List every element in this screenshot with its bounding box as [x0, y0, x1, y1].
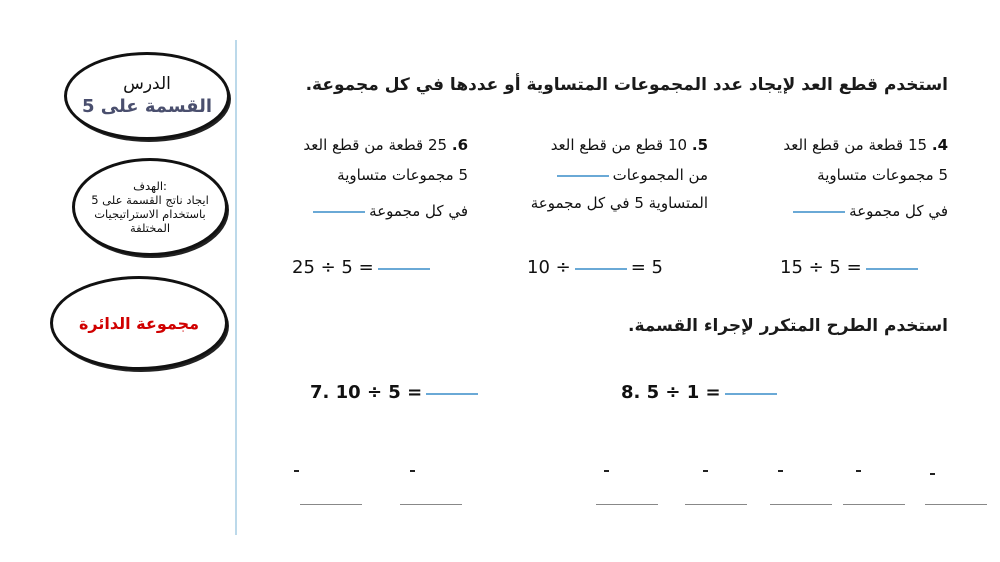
goal-label: الهدف: — [133, 179, 167, 193]
group-name: مجموعة الدائرة — [78, 313, 200, 333]
problem-6-line3 — [248, 202, 468, 220]
work-line[interactable] — [685, 503, 747, 505]
equation-5-right: = 5 — [630, 257, 663, 278]
section2-instruction: استخدم الطرح المتكرر لإجراء القسمة. — [628, 316, 948, 336]
problem-6-line1 — [248, 136, 468, 154]
problem-5-line1 — [488, 136, 708, 154]
vertical-divider — [235, 40, 237, 535]
equation-6-left: 25 ÷ 5 = — [292, 257, 374, 278]
work-line[interactable] — [400, 503, 462, 505]
problem-6-number: 6. — [451, 136, 468, 154]
problem-4-line1 — [728, 136, 948, 154]
work-line[interactable] — [300, 503, 362, 505]
work-line[interactable] — [843, 503, 905, 505]
minus-mark — [930, 473, 935, 475]
problem-5-line2 — [488, 166, 708, 184]
work-line[interactable] — [770, 503, 832, 505]
lesson-oval — [64, 52, 230, 140]
problem-6-text1: 25 قطعة من قطع العد — [303, 136, 448, 154]
problem-4-number: 4. — [931, 136, 948, 154]
equation-4 — [780, 257, 922, 278]
problem-5 — [488, 136, 708, 212]
problem-5-number: 5. — [691, 136, 708, 154]
goal-oval — [72, 158, 228, 256]
problem-4-line2: 5 مجموعات متساوية — [817, 166, 948, 184]
problem-6 — [248, 136, 468, 220]
problem-7-text: 7. 10 ÷ 5 = — [310, 382, 423, 403]
problem-4-line3 — [728, 202, 948, 220]
problem-7 — [310, 382, 482, 403]
goal-text: ايجاد ناتج القسمة على 5 باستخدام الاستراتيجيات المختلفة — [91, 193, 209, 235]
minus-mark — [410, 470, 415, 472]
problem-5-line3: المتساوية 5 في كل مجموعة — [530, 194, 708, 212]
answer-blank[interactable] — [378, 267, 430, 270]
lesson-title: القسمة على 5 — [81, 96, 213, 117]
answer-blank[interactable] — [426, 392, 478, 395]
lesson-label: الدرس — [123, 74, 171, 94]
answer-blank[interactable] — [725, 392, 777, 395]
answer-blank[interactable] — [793, 210, 845, 213]
problem-4-text1: 15 قطعة من قطع العد — [783, 136, 928, 154]
answer-blank[interactable] — [575, 267, 627, 270]
equation-6 — [292, 257, 434, 278]
minus-mark — [604, 470, 609, 472]
problem-5-text2: من المجموعات — [612, 166, 708, 184]
minus-mark — [294, 470, 299, 472]
problem-8 — [621, 382, 781, 403]
minus-mark — [778, 470, 783, 472]
problem-6-line2: 5 مجموعات متساوية — [337, 166, 468, 184]
problem-5-text1: 10 قطع من قطع العد — [550, 136, 688, 154]
equation-4-left: 15 ÷ 5 = — [780, 257, 862, 278]
minus-mark — [703, 470, 708, 472]
answer-blank[interactable] — [313, 210, 365, 213]
equation-5-left: 10 ÷ — [527, 257, 571, 278]
minus-mark — [856, 470, 861, 472]
problem-4-text3: في كل مجموعة — [849, 202, 948, 220]
group-oval — [50, 276, 228, 370]
problem-4 — [728, 136, 948, 220]
answer-blank[interactable] — [557, 174, 609, 177]
answer-blank[interactable] — [866, 267, 918, 270]
equation-5 — [527, 257, 663, 278]
problem-6-text3: في كل مجموعة — [369, 202, 468, 220]
problem-8-text: 8. 5 ÷ 1 = — [621, 382, 721, 403]
work-line[interactable] — [596, 503, 658, 505]
section1-instruction: استخدم قطع العد لإيجاد عدد المجموعات المتساوية أو عددها في كل مجموعة. — [305, 75, 948, 95]
work-line[interactable] — [925, 503, 987, 505]
